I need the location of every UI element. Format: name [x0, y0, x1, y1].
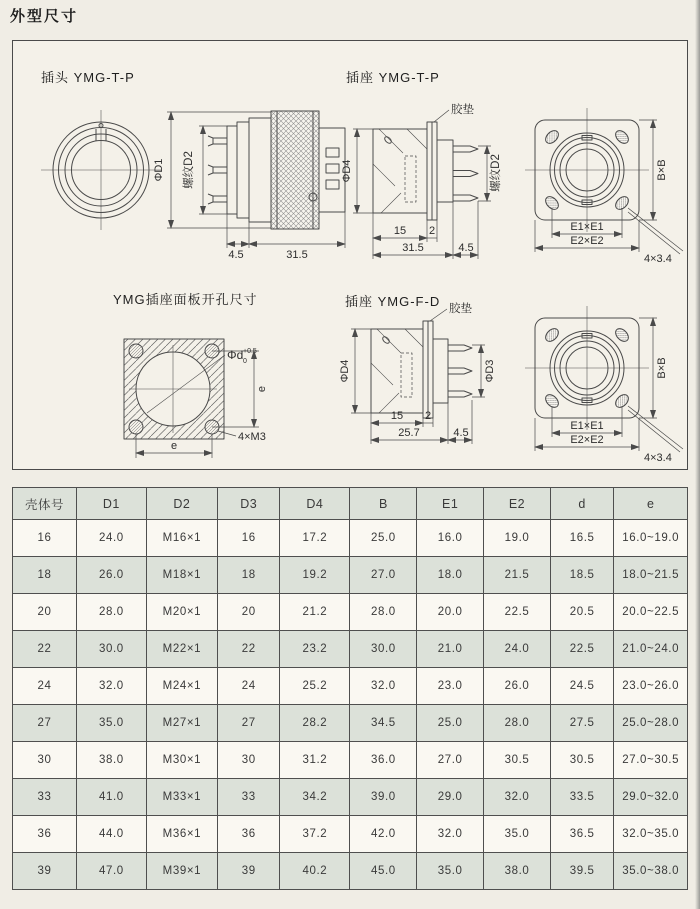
table-cell: 18.0~21.5 — [614, 557, 688, 594]
table-cell: 24.5 — [550, 668, 613, 705]
table-header-cell: D2 — [146, 488, 218, 520]
table-cell: 27.0 — [350, 557, 417, 594]
table-row — [13, 779, 688, 816]
socket-fd-dia-d3-label: ΦD3 — [484, 359, 496, 383]
table-cell: 26.0 — [77, 557, 147, 594]
socket-fd-dim-4-5: 4.5 — [453, 427, 469, 439]
table-cell: 20.0 — [417, 594, 484, 631]
table-cell: 38.0 — [484, 853, 551, 890]
table-cell: 47.0 — [77, 853, 147, 890]
table-cell: 19.2 — [280, 557, 350, 594]
table-cell: 18 — [13, 557, 77, 594]
socket-ttp-bxb-label: B×B — [656, 159, 668, 181]
table-cell: 30 — [218, 742, 280, 779]
socket-ttp-dia-d4-label: ΦD4 — [341, 159, 353, 183]
table-cell: 45.0 — [350, 853, 417, 890]
table-header-cell: d — [550, 488, 613, 520]
plug-dim-4-5: 4.5 — [228, 249, 244, 261]
table-cell: M16×1 — [146, 520, 218, 557]
table-header-cell: E2 — [484, 488, 551, 520]
table-cell: 23.2 — [280, 631, 350, 668]
table-cell: M27×1 — [146, 705, 218, 742]
panel-cutout-view — [124, 339, 225, 439]
table-cell: 27.0 — [417, 742, 484, 779]
socket-fd-dia-d4-label: ΦD4 — [339, 359, 351, 383]
table-cell: 35.0 — [77, 705, 147, 742]
table-cell: 32.0 — [77, 668, 147, 705]
table-row — [13, 853, 688, 890]
table-cell: 26.0 — [484, 668, 551, 705]
table-cell: 29.0~32.0 — [614, 779, 688, 816]
plug-dim-31-5: 31.5 — [286, 249, 308, 261]
panel-hole-tol-sup: +0.5 — [243, 348, 257, 355]
table-header-cell: e — [614, 488, 688, 520]
socket-ttp-e1-label: E1×E1 — [570, 221, 604, 233]
table-cell: 20.0~22.5 — [614, 594, 688, 631]
table-cell: 32.0 — [417, 816, 484, 853]
socket-ttp-gasket-label: 胶垫 — [451, 104, 474, 116]
socket-fd-dim-25-7: 25.7 — [398, 427, 420, 439]
table-cell: 22.5 — [550, 631, 613, 668]
table-cell: 20.5 — [550, 594, 613, 631]
table-cell: 22.5 — [484, 594, 551, 631]
table-cell: M33×1 — [146, 779, 218, 816]
table-cell: 21.0 — [417, 631, 484, 668]
table-cell: 20 — [218, 594, 280, 631]
panel-pitch-h-label: e — [170, 440, 178, 452]
table-cell: 29.0 — [417, 779, 484, 816]
socket-ttp-dim-31-5: 31.5 — [402, 242, 424, 254]
table-cell: 25.2 — [280, 668, 350, 705]
plug-ttp-label: 插头 YMG-T-P — [41, 70, 135, 85]
socket-fd-e1-label: E1×E1 — [570, 420, 604, 432]
panel-pitch-v-label: e — [256, 385, 268, 393]
dimension-table-header-row — [13, 488, 688, 520]
table-cell: 28.2 — [280, 705, 350, 742]
dimension-table — [12, 487, 688, 890]
table-cell: M39×1 — [146, 853, 218, 890]
table-cell: 27.5 — [550, 705, 613, 742]
table-cell: 22 — [218, 631, 280, 668]
table-cell: 21.2 — [280, 594, 350, 631]
table-cell: M18×1 — [146, 557, 218, 594]
page-title: 外型尺寸 — [10, 8, 79, 25]
plug-dia-d1-label: ΦD1 — [153, 158, 165, 182]
table-cell: 21.0~24.0 — [614, 631, 688, 668]
panel-cutout-drawing — [91, 301, 351, 496]
table-cell: 25.0 — [417, 705, 484, 742]
table-cell: 17.2 — [280, 520, 350, 557]
table-cell: 36 — [13, 816, 77, 853]
plug-ttp-drawing — [21, 96, 331, 271]
table-cell: 32.0 — [350, 668, 417, 705]
scan-edge-shadow — [695, 0, 700, 909]
panel-cutout-label: YMG插座面板开孔尺寸 — [113, 292, 258, 307]
socket-fd-dim-2: 2 — [424, 410, 432, 422]
socket-fd-gasket-label: 胶垫 — [449, 303, 472, 315]
table-cell: 24 — [13, 668, 77, 705]
plug-thread-d2-label: 螺纹D2 — [183, 151, 195, 189]
table-cell: 16 — [218, 520, 280, 557]
socket-ttp-drawing — [341, 96, 691, 271]
table-cell: 27 — [13, 705, 77, 742]
table-cell: 35.0~38.0 — [614, 853, 688, 890]
table-cell: 25.0 — [350, 520, 417, 557]
table-header-cell: B — [350, 488, 417, 520]
table-cell: 37.2 — [280, 816, 350, 853]
table-cell: 40.2 — [280, 853, 350, 890]
table-row — [13, 557, 688, 594]
socket-ttp-flange-view — [525, 108, 649, 232]
table-cell: 31.2 — [280, 742, 350, 779]
table-cell: 18.5 — [550, 557, 613, 594]
table-cell: 34.2 — [280, 779, 350, 816]
table-cell: 25.0~28.0 — [614, 705, 688, 742]
table-cell: M24×1 — [146, 668, 218, 705]
table-row — [13, 705, 688, 742]
table-cell: 21.5 — [484, 557, 551, 594]
panel-screws-label: 4×M3 — [238, 431, 266, 443]
table-cell: 35.0 — [417, 853, 484, 890]
socket-fd-side-view — [371, 321, 472, 418]
socket-fd-flange-view — [525, 306, 649, 430]
table-row — [13, 816, 688, 853]
table-header-cell: 壳体号 — [13, 488, 77, 520]
table-cell: M36×1 — [146, 816, 218, 853]
table-cell: 27.0~30.5 — [614, 742, 688, 779]
table-cell: 36.0 — [350, 742, 417, 779]
socket-ttp-side-view — [373, 122, 478, 220]
table-cell: 22 — [13, 631, 77, 668]
table-cell: 33 — [218, 779, 280, 816]
table-cell: 27 — [218, 705, 280, 742]
diagram-panel — [12, 40, 688, 470]
socket-fd-e2-label: E2×E2 — [570, 434, 604, 446]
table-row — [13, 594, 688, 631]
table-row — [13, 520, 688, 557]
table-cell: 33.5 — [550, 779, 613, 816]
table-row — [13, 742, 688, 779]
socket-fd-label: 插座 YMG-F-D — [345, 294, 441, 309]
table-cell: 34.5 — [350, 705, 417, 742]
table-cell: 39 — [218, 853, 280, 890]
panel-hole-tol-sub: 0 — [243, 358, 247, 365]
table-cell: 28.0 — [484, 705, 551, 742]
table-cell: 36.5 — [550, 816, 613, 853]
table-cell: 16.0 — [417, 520, 484, 557]
panel-hole-dia-label: Φd — [227, 348, 244, 362]
table-cell: M30×1 — [146, 742, 218, 779]
socket-ttp-dim-4-5: 4.5 — [458, 242, 474, 254]
table-cell: 30 — [13, 742, 77, 779]
table-cell: 30.0 — [350, 631, 417, 668]
table-cell: 32.0 — [484, 779, 551, 816]
table-cell: 39 — [13, 853, 77, 890]
table-cell: 39.5 — [550, 853, 613, 890]
table-cell: 16.0~19.0 — [614, 520, 688, 557]
table-header-cell: D1 — [77, 488, 147, 520]
table-cell: 24 — [218, 668, 280, 705]
socket-ttp-dim-15: 15 — [393, 225, 407, 237]
socket-ttp-thread-d2-label: 螺纹D2 — [490, 154, 502, 192]
table-header-cell: D4 — [280, 488, 350, 520]
table-cell: 35.0 — [484, 816, 551, 853]
table-cell: 41.0 — [77, 779, 147, 816]
socket-fd-drawing — [341, 281, 691, 471]
table-header-cell: D3 — [218, 488, 280, 520]
socket-ttp-side-dims — [353, 110, 491, 259]
plug-front-view — [41, 110, 161, 230]
socket-ttp-e2-label: E2×E2 — [570, 235, 604, 247]
plug-side-view — [208, 111, 345, 229]
table-cell: 30.5 — [484, 742, 551, 779]
table-cell: 30.5 — [550, 742, 613, 779]
table-row — [13, 668, 688, 705]
table-cell: 42.0 — [350, 816, 417, 853]
table-cell: 30.0 — [77, 631, 147, 668]
table-cell: M22×1 — [146, 631, 218, 668]
table-cell: 32.0~35.0 — [614, 816, 688, 853]
table-header-cell: E1 — [417, 488, 484, 520]
table-cell: 19.0 — [484, 520, 551, 557]
socket-ttp-holes-label: 4×3.4 — [644, 253, 672, 265]
table-cell: M20×1 — [146, 594, 218, 631]
socket-fd-holes-label: 4×3.4 — [644, 452, 672, 464]
table-cell: 18.0 — [417, 557, 484, 594]
table-cell: 44.0 — [77, 816, 147, 853]
table-cell: 23.0 — [417, 668, 484, 705]
table-cell: 24.0 — [484, 631, 551, 668]
socket-fd-bxb-label: B×B — [656, 357, 668, 379]
table-cell: 33 — [13, 779, 77, 816]
table-cell: 20 — [13, 594, 77, 631]
table-cell: 18 — [218, 557, 280, 594]
table-cell: 28.0 — [350, 594, 417, 631]
table-row — [13, 631, 688, 668]
table-cell: 16 — [13, 520, 77, 557]
table-cell: 24.0 — [77, 520, 147, 557]
table-cell: 16.5 — [550, 520, 613, 557]
table-cell: 23.0~26.0 — [614, 668, 688, 705]
dimension-table-body — [13, 520, 688, 890]
socket-ttp-label: 插座 YMG-T-P — [346, 70, 440, 85]
socket-ttp-dim-2: 2 — [428, 225, 436, 237]
socket-fd-dim-15: 15 — [390, 410, 404, 422]
table-cell: 28.0 — [77, 594, 147, 631]
table-cell: 38.0 — [77, 742, 147, 779]
table-cell: 39.0 — [350, 779, 417, 816]
table-cell: 36 — [218, 816, 280, 853]
